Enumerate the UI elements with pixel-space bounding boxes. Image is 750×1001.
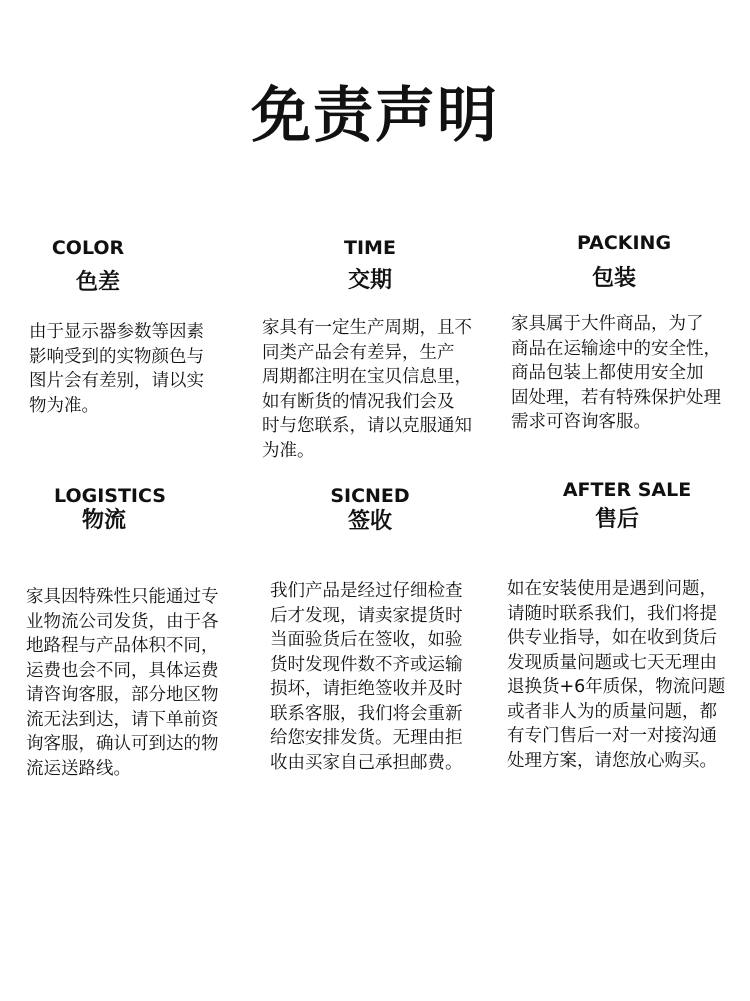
section-cn-title: 物流 (81, 508, 126, 533)
section-body-text: 如在安装使用是遇到问题， 请随时联系我们，我们将提 供专业指导，如在收到货后 发现质量问题或七天无理由 退换货+6年质保，物流问题 或者非人为的质量问题，都 有专门售后一对一对接沟通 处理方案，请您放心购买。 (507, 579, 726, 771)
section-cn-title: 售后 (594, 507, 639, 532)
section-body-text: 家具因特殊性只能通过专 业物流公司发货，由于各 地路程与产品体积不同， 运费也会不同，具体运费 请咨询客服，部分地区物 流无法到达，请下单前资 询客服，确认可到达的物 流运送路线。 (26, 587, 219, 779)
section-body-text: 由于显示器参数等因素 影响受到的实物颜色与 图片会有差别，请以实 物为准。 (29, 322, 204, 416)
section-en-title: SICNED (330, 485, 410, 507)
section-body-text: 我们产品是经过仔细检查 后才发现，请卖家提货时 当面验货后在签收，如验 货时发现件数不齐或运输 损坏，请拒绝签收并及时 联系客服，我们将会重新 给您安排发货。无理由拒 收由买家自己承担邮费。 (270, 581, 463, 773)
section-body-text: 家具有一定生产周期，且不 同类产品会有差异，生产 周期都注明在宝贝信息里， 如有断货的情况我们会及 时与您联系，请以克服通知 为准。 (262, 318, 472, 461)
page-title: 免责声明 (251, 81, 499, 151)
section-cn-title: 签收 (347, 509, 392, 534)
section-cn-title: 交期 (347, 268, 392, 293)
section-body-text: 家具属于大件商品，为了 商品在运输途中的安全性， 商品包装上都使用安全加 固处理，若有特殊保护处理 需求可咨询客服。 (511, 314, 721, 432)
section-en-title: LOGISTICS (54, 485, 166, 507)
section-en-title: COLOR (51, 237, 125, 259)
section-en-title: TIME (344, 237, 396, 259)
section-en-title: PACKING (576, 232, 672, 254)
section-cn-title: 包装 (591, 266, 636, 291)
section-cn-title: 色差 (75, 270, 120, 295)
section-en-title: AFTER SALE (562, 479, 692, 501)
